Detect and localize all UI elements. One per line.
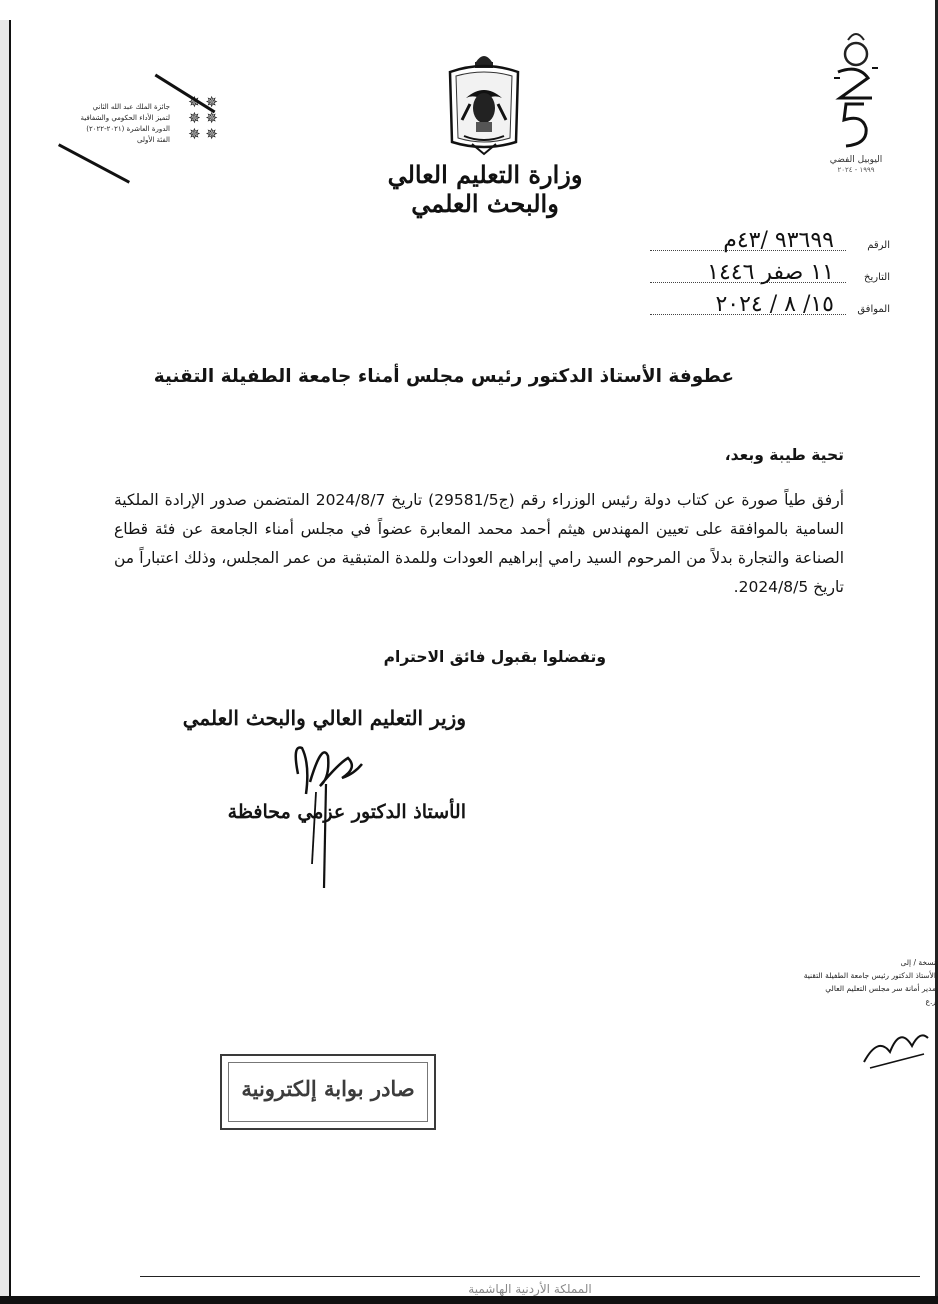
cc-recipient: مدير أمانة سر مجلس التعليم العالي: [825, 984, 936, 993]
jubilee-years: ١٩٩٩ - ٢٠٢٤: [837, 166, 875, 174]
award-stamp-line-bottom: [58, 143, 130, 183]
star-icon: ✵ ✵: [188, 93, 218, 111]
cc-block: [786, 956, 936, 1008]
star-icon: ✵ ✵: [188, 125, 218, 143]
page-edge-left: [0, 20, 11, 1304]
meta-hijri-row: [650, 260, 890, 290]
footer-text: المملكة الأردنية الهاشمية: [468, 1282, 592, 1296]
meta-number-row: [650, 228, 890, 258]
page-edge-bottom: [0, 1296, 938, 1304]
stamp-text: صادر بوابة إلكترونية: [241, 1076, 415, 1101]
meta-number-label: الرقم: [867, 240, 890, 251]
letter-salutation: عطوفة الأستاذ الدكتور رئيس مجلس أمناء جامعة الطفيلة التقنية: [153, 366, 734, 387]
meta-hijri-value: ١١ صفر ١٤٤٦: [707, 260, 834, 285]
letter-body: أرفق طياً صورة عن كتاب دولة رئيس الوزراء رقم (ج29581/5) تاريخ 2024/8/7 المتضمن صدور الإرادة الملكية السامية بالموافقة على تعيين المهندس هيثم أحمد محمد المعابرة عضواً في مجلس أمناء الجامعة عن فئة قطاع الصناعة والتجارة بدلاً من المرحوم السيد رامي إبراهيم العودات وللمدة المتبقية من عمر المجلس، وذلك اعتباراً من تاريخ 2024/8/5.: [114, 491, 845, 596]
coat-of-arms-icon: [446, 48, 522, 158]
award-stamp-line: الدورة العاشرة (٢٠٢١-٢٠٢٢): [86, 125, 170, 133]
meta-hijri-label: التاريخ: [864, 272, 890, 283]
signer-name: الأستاذ الدكتور عزمي محافظة: [227, 801, 466, 823]
footer-rule: [140, 1276, 920, 1277]
letter-closing: وتفضلوا بقبول فائق الاحترام: [383, 648, 606, 666]
award-stamp-text: [50, 102, 170, 146]
letter-greeting: تحية طيبة وبعد،: [724, 446, 844, 464]
award-stars: [172, 94, 218, 142]
jubilee-25-logo-icon: [828, 28, 884, 152]
meta-gregorian-label: الموافق: [857, 304, 890, 315]
award-stamp: [58, 72, 218, 182]
award-stamp-line: الفئة الأولى: [137, 136, 170, 144]
electronic-portal-stamp: [220, 1054, 436, 1130]
cc-recipient: الأستاذ الدكتور رئيس جامعة الطفيلة التقنية: [803, 971, 936, 980]
star-icon: ✵ ✵: [188, 109, 218, 127]
signer-title: وزير التعليم العالي والبحث العلمي: [182, 706, 466, 730]
meta-gregorian-row: [650, 292, 890, 322]
initials-paraph: [860, 1016, 930, 1076]
jubilee-logo: [826, 28, 886, 188]
jubilee-caption: اليوبيل الفضي: [829, 155, 883, 165]
meta-gregorian-value: ١٥/ ٨ / ٢٠٢٤: [715, 292, 834, 317]
meta-number-value: ٩٣٦٩٩ /٤٣م: [723, 228, 834, 253]
award-stamp-line: جائزة الملك عبد الله الثاني: [92, 103, 170, 111]
ministry-name: وزارة التعليم العالي والبحث العلمي: [387, 160, 583, 218]
coat-of-arms-emblem: [446, 48, 522, 158]
award-stamp-line: لتميز الأداء الحكومي والشفافية: [80, 114, 170, 122]
handwritten-signature: [258, 734, 388, 890]
cc-heading: نسخة / إلى: [900, 958, 936, 967]
cc-initials: ر.ع: [925, 997, 936, 1006]
